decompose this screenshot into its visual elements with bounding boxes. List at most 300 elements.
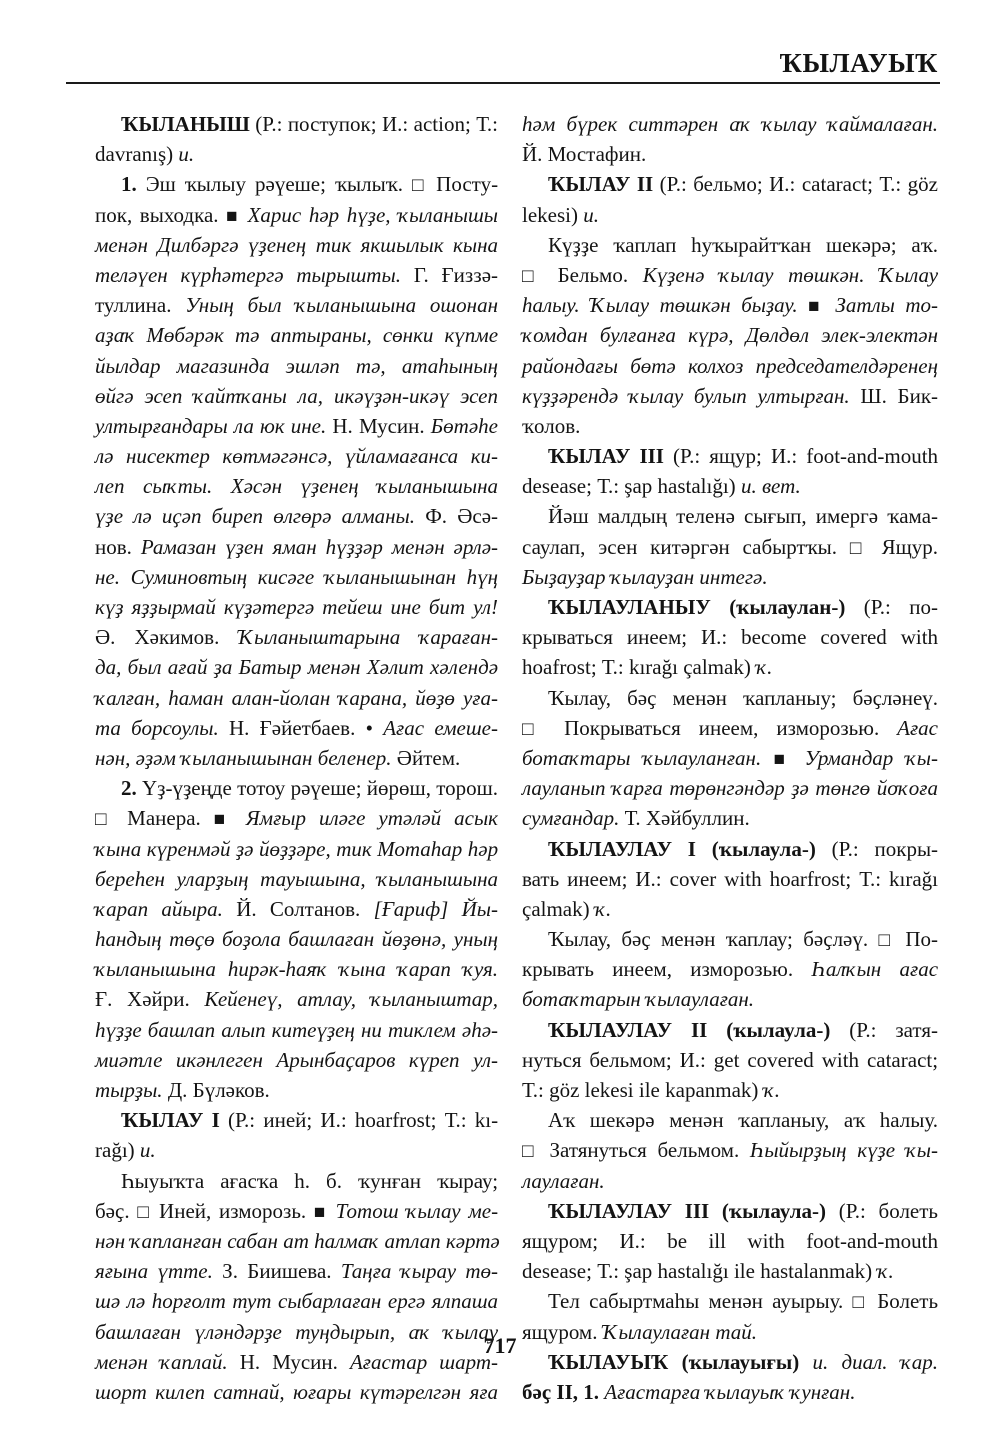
- example-text: Ағастар: [349, 1349, 428, 1374]
- definition-text: изморозь.: [219, 1198, 307, 1223]
- example-text: төрөнгәндәр: [669, 776, 785, 801]
- example-text: булғанға: [599, 323, 676, 348]
- example-text: ҡарана,: [338, 685, 408, 710]
- headword: (ҡылаула-): [711, 836, 816, 861]
- definition-text: крываться: [522, 625, 613, 650]
- definition-text: болеть: [878, 1198, 938, 1223]
- running-head: ҠЫЛАУЫҠ: [779, 48, 938, 78]
- definition-text: (Р.:: [863, 595, 891, 619]
- example-text: магазинда: [176, 353, 270, 378]
- example-text: и.: [583, 202, 599, 227]
- example-text: диал.: [841, 1349, 888, 1374]
- example-text: ине.: [290, 413, 327, 438]
- example-text: ни: [361, 1017, 382, 1042]
- example-text: күрһәтергә: [180, 262, 284, 287]
- marker-symbol: □: [852, 1292, 868, 1314]
- definition-text: выходка.: [139, 202, 219, 227]
- definition-text: И.:: [320, 1108, 347, 1133]
- right-column: [522, 109, 938, 1407]
- marker-symbol: □: [522, 265, 543, 287]
- example-text: Тотош: [335, 1198, 399, 1223]
- example-text: Мотаһар: [377, 836, 463, 861]
- definition-text: Йәш: [548, 504, 589, 529]
- headword: (ҡылауығы): [681, 1349, 800, 1374]
- text-line: [95, 1226, 498, 1256]
- example-text: ҡалған,: [95, 685, 161, 710]
- definition-text: Ҡылау,: [548, 685, 611, 710]
- example-text: йөҙөнә,: [381, 927, 447, 952]
- example-text: юғары: [293, 1379, 352, 1404]
- text-line: [95, 924, 498, 954]
- definition-text: сабыртмаһы: [589, 1289, 700, 1314]
- example-text: тә: [234, 323, 260, 348]
- example-text: Хәлит: [366, 655, 424, 680]
- definition-text: hastalığı): [657, 474, 736, 499]
- example-text: аҡ: [408, 1319, 431, 1344]
- example-text: бүрек: [566, 112, 618, 136]
- text-line: [522, 441, 938, 471]
- example-text: лаулаған.: [522, 1168, 605, 1193]
- definition-text: Т.:: [601, 655, 624, 680]
- example-text: ҡылауланған.: [642, 745, 762, 770]
- definition-text: göz: [549, 1078, 580, 1102]
- headword: II,: [556, 1379, 579, 1404]
- definition-text: Хәкимов.: [134, 625, 220, 650]
- text-line: [95, 984, 498, 1014]
- example-text: нисектер: [126, 444, 210, 469]
- example-text: ҡыланышына: [377, 866, 499, 891]
- marker-symbol: ■: [213, 809, 233, 831]
- definition-text: Ф.: [425, 504, 448, 529]
- definition-text: И.:: [679, 1047, 706, 1072]
- definition-text: (Р.:: [673, 444, 701, 469]
- example-text: сыҡты.: [143, 474, 213, 499]
- example-text: аҙаҡ: [95, 323, 136, 348]
- text-line: [95, 1045, 498, 1075]
- text-line: [522, 1166, 938, 1196]
- example-text: сыбарлаған: [278, 1289, 382, 1314]
- headword: (ҡылаула-): [721, 1198, 827, 1223]
- example-text: ҡарға: [612, 776, 663, 801]
- definition-text: çalmak): [522, 896, 590, 921]
- example-text: [Ғариф]: [373, 896, 449, 921]
- example-text: башлаған: [288, 927, 375, 952]
- example-text: ҡ.: [763, 1078, 780, 1102]
- headword: III: [639, 444, 664, 469]
- definition-text: рәүеше;: [255, 172, 326, 197]
- example-text: иләге: [318, 806, 366, 831]
- definition-text: Т.:: [597, 474, 620, 499]
- example-text: үҙенең: [300, 474, 359, 499]
- example-text: күрә,: [688, 323, 734, 348]
- text-line: [95, 532, 498, 562]
- example-text: лә: [126, 1289, 146, 1314]
- example-text: ҡунған.: [790, 1379, 856, 1404]
- example-text: китеүҙең: [271, 1017, 355, 1042]
- definition-text: инеем;: [626, 625, 688, 650]
- text-line: [95, 1105, 498, 1135]
- example-text: менән: [95, 232, 148, 257]
- definition-text: б.: [326, 1168, 342, 1193]
- example-text: ҡылауыҡ: [705, 1379, 786, 1404]
- text-line: [95, 592, 498, 622]
- example-text: ҡар.: [900, 1349, 939, 1374]
- text-line: [95, 954, 498, 984]
- definition-text: Солтанов.: [269, 896, 361, 921]
- text-line: [95, 381, 498, 411]
- definition-text: Хәйбуллин.: [645, 806, 750, 831]
- example-text: кына: [453, 232, 498, 257]
- definition-text: Ғәйетбаев.: [259, 715, 356, 740]
- example-text: ҙа: [213, 655, 233, 680]
- definition-text: Т.:: [522, 1078, 544, 1102]
- definition-text: Ш.: [860, 383, 887, 408]
- definition-text: Ҡылау,: [548, 927, 611, 952]
- example-text: Хәсән: [230, 474, 282, 499]
- example-text: да,: [95, 655, 122, 680]
- example-text: һалыу.: [522, 293, 580, 318]
- example-text: ҡарап: [397, 957, 451, 982]
- example-text: тә,: [355, 353, 386, 378]
- example-text: һүҙҙе: [95, 1017, 142, 1042]
- left-column: [95, 109, 498, 1407]
- definition-text: Әйтем.: [396, 745, 461, 770]
- definition-text: lekesi: [584, 1078, 634, 1102]
- example-text: әҙәм: [135, 745, 176, 770]
- example-text: ҡарап: [95, 896, 149, 921]
- example-text: тырҙы.: [95, 1078, 163, 1102]
- headword: II: [690, 1017, 708, 1042]
- example-text: вет.: [761, 474, 801, 499]
- example-text: сабан: [227, 1228, 278, 1253]
- definition-text: Әсә-: [457, 504, 499, 529]
- example-text: тик: [315, 232, 352, 257]
- definition-text: изморозью.: [690, 957, 794, 982]
- example-text: нән: [95, 1228, 126, 1253]
- text-line: [95, 713, 498, 743]
- example-text: тут: [232, 1289, 272, 1314]
- example-text: Һалҡын: [811, 957, 882, 982]
- example-text: һәр: [308, 202, 340, 227]
- definition-text: И.:: [769, 172, 796, 197]
- definition-text: Ғ.: [95, 987, 113, 1012]
- example-text: һалмаҡ: [314, 1228, 380, 1253]
- example-text: боҙола: [221, 927, 281, 952]
- definition-text: with: [900, 625, 939, 650]
- example-text: һирәк-һаяҡ: [227, 957, 328, 982]
- example-text: Уның: [185, 293, 234, 318]
- marker-symbol: □: [411, 175, 428, 197]
- definition-text: get: [713, 1047, 740, 1072]
- headword: бәҫ: [522, 1379, 552, 1404]
- definition-text: kapanmak): [665, 1078, 759, 1102]
- definition-text: ҡылыҡ.: [334, 172, 403, 197]
- example-text: ҡ.: [756, 655, 773, 680]
- example-text: ҡылау: [719, 262, 774, 287]
- definition-text: Бүләков.: [192, 1078, 270, 1102]
- example-text: яман: [272, 534, 317, 559]
- example-text: күҙ: [95, 595, 124, 619]
- text-line: [95, 864, 498, 894]
- definition-text: бельмом.: [657, 1138, 740, 1163]
- definition-text: И.:: [619, 1228, 646, 1253]
- definition-text: Мусин.: [358, 413, 425, 438]
- text-line: [522, 1226, 938, 1256]
- headword: (ҡылаула-): [726, 1017, 831, 1042]
- definition-text: hoarfrost;: [769, 866, 852, 891]
- definition-text: kırağı: [628, 655, 678, 680]
- example-text: иҫәп: [161, 504, 202, 529]
- example-text: ҙә: [235, 836, 254, 861]
- example-text: Бөтәһе: [430, 413, 498, 438]
- definition-text: Тел: [548, 1289, 580, 1314]
- definition-text: Иней,: [159, 1198, 212, 1223]
- example-text: эшләп: [285, 353, 340, 378]
- headword: I: [687, 836, 696, 861]
- text-line: [522, 230, 938, 260]
- text-line: [522, 622, 938, 652]
- definition-text: аҡ: [843, 1108, 866, 1133]
- definition-text: Манера.: [127, 806, 201, 831]
- definition-text: şap: [624, 1259, 653, 1284]
- text-line: [95, 320, 498, 350]
- example-text: ҡыланышынан: [324, 564, 457, 589]
- definition-text: З.: [222, 1259, 238, 1284]
- text-line: [522, 562, 938, 592]
- definition-text: Й.: [522, 142, 543, 167]
- example-text: ла,: [297, 383, 323, 408]
- definition-text: менән: [672, 685, 727, 710]
- example-text: ҡына: [95, 836, 142, 861]
- example-text: икәүҙән-икәү: [333, 383, 450, 408]
- definition-text: •: [365, 715, 373, 740]
- text-line: [522, 954, 938, 984]
- example-text: ботаҡтарын: [522, 987, 641, 1012]
- example-text: тейеш: [322, 595, 383, 619]
- definition-text: Ғиззә-: [441, 262, 499, 287]
- text-line: [95, 1015, 498, 1045]
- definition-text: пок,: [95, 202, 133, 227]
- definition-text: йөрөш,: [366, 776, 431, 801]
- definition-text: covered: [747, 1047, 814, 1072]
- text-line: [95, 290, 498, 320]
- text-line: [522, 532, 938, 562]
- definition-text: Т.:: [476, 112, 499, 136]
- example-text: ҡылаулаған.: [646, 987, 755, 1012]
- example-text: менән: [391, 534, 445, 559]
- example-text: аҡ: [729, 112, 751, 136]
- example-text: та: [95, 715, 121, 740]
- definition-text: саулап,: [522, 534, 586, 559]
- definition-text: И.:: [381, 112, 409, 136]
- text-line: [95, 683, 498, 713]
- definition-text: göz: [907, 172, 938, 197]
- definition-text: ағасҡа: [220, 1168, 279, 1193]
- example-text: ҙә: [791, 776, 809, 801]
- definition-text: Мостафин.: [547, 142, 647, 167]
- example-text: уның: [453, 927, 499, 952]
- example-text: йоҡоға: [876, 776, 939, 801]
- definition-text: изморозью.: [776, 715, 880, 740]
- example-text: Ағас: [383, 715, 425, 740]
- example-text: ултырған.: [757, 383, 850, 408]
- example-text: элек-электән: [821, 323, 939, 348]
- text-line: [522, 713, 938, 743]
- example-text: и.: [178, 142, 195, 167]
- definition-text: ящур;: [709, 444, 762, 469]
- text-line: [522, 924, 938, 954]
- definition-text: ҡылыу: [184, 172, 247, 197]
- example-text: и.: [139, 1138, 156, 1163]
- definition-text: (Р.:: [831, 836, 859, 861]
- example-text: тик: [336, 836, 372, 861]
- headword: ҠЫЛАУЛАНЫУ: [548, 595, 711, 619]
- definition-text: Затянуться: [549, 1138, 647, 1163]
- definition-text: ill: [708, 1228, 726, 1253]
- marker-symbol: □: [137, 1201, 152, 1223]
- text-line: [522, 1045, 938, 1075]
- example-text: атаһының: [401, 353, 499, 378]
- example-text: үләндәрҙе: [194, 1319, 282, 1344]
- definition-text: һалыу.: [879, 1108, 939, 1133]
- definition-text: with: [747, 1228, 785, 1253]
- example-text: был: [247, 293, 282, 318]
- example-text: Рамазан: [140, 534, 217, 559]
- definition-text: малдың: [597, 504, 667, 529]
- example-text: ки-: [470, 444, 499, 469]
- text-line: [522, 200, 938, 230]
- headword: ҠЫЛАУЛАУ: [548, 1198, 673, 1223]
- text-line: [95, 169, 498, 199]
- definition-text: desease;: [522, 1259, 592, 1284]
- example-text: үтте.: [157, 1259, 213, 1284]
- definition-text: торош.: [436, 776, 499, 801]
- definition-text: По-: [905, 927, 939, 952]
- definition-text: эсен: [598, 534, 638, 559]
- example-text: һәр: [467, 836, 499, 861]
- example-text: әрлә-: [453, 534, 499, 559]
- example-text: Дөлдөл: [745, 323, 810, 348]
- text-line: [522, 894, 938, 924]
- definition-text: һуҡырайтҡан: [691, 232, 812, 257]
- definition-text: Бик-: [897, 383, 939, 408]
- definition-text: Т.: [624, 806, 641, 831]
- example-text: ҡыланышына: [95, 957, 216, 982]
- example-text: яғына: [95, 1259, 149, 1284]
- definition-text: сығып,: [744, 504, 807, 529]
- example-text: ҡылауҙан: [610, 564, 695, 589]
- example-text: миәтле: [95, 1047, 163, 1072]
- definition-text: foot-and-mouth: [806, 444, 939, 469]
- example-text: көтмәгәнсә,: [222, 444, 333, 469]
- definition-text: менән: [669, 1108, 724, 1133]
- example-text: ултырғандары: [95, 413, 228, 438]
- text-line: [522, 1075, 938, 1105]
- text-line: [95, 200, 498, 230]
- definition-text: затя-: [895, 1017, 938, 1042]
- example-text: председателдәренең: [755, 353, 938, 378]
- example-text: ботаҡтары: [522, 745, 631, 770]
- definition-text: ҡаплап: [613, 232, 677, 257]
- example-text: якшылык: [360, 232, 444, 257]
- example-text: ҡаплай.: [159, 1349, 228, 1374]
- example-text: һүң: [466, 564, 499, 589]
- example-text: күҙәтергә: [223, 595, 315, 619]
- example-text: Йы-: [461, 896, 499, 921]
- example-text: Ағастарға: [604, 1379, 701, 1404]
- example-text: әһә-: [461, 1017, 499, 1042]
- text-line: [95, 652, 498, 682]
- example-text: ағай: [167, 655, 208, 680]
- text-line: [95, 1075, 498, 1105]
- text-line: [95, 1196, 498, 1226]
- definition-text: ауырыу.: [772, 1289, 844, 1314]
- definition-text: hastalığı: [657, 1259, 729, 1284]
- definition-text: covered: [820, 625, 887, 650]
- example-text: ҡына: [339, 957, 386, 982]
- example-text: ергә: [387, 1289, 426, 1314]
- example-text: алан-йолан: [231, 685, 331, 710]
- text-line: [522, 109, 938, 139]
- example-text: Батыр: [238, 655, 302, 680]
- example-text: ине: [390, 595, 421, 619]
- example-text: күтәрелгән: [359, 1379, 462, 1404]
- example-text: Ҡылау: [590, 293, 650, 318]
- marker-symbol: ■: [313, 1201, 328, 1223]
- example-text: емеше-: [434, 715, 498, 740]
- example-text: сатнай,: [213, 1379, 285, 1404]
- definition-text: Н.: [228, 715, 250, 740]
- example-text: ул-: [473, 1047, 498, 1072]
- headword: ҠЫЛАУЛАУ: [548, 1017, 673, 1042]
- example-text: тай.: [715, 1319, 758, 1344]
- text-line: [522, 1135, 938, 1165]
- example-text: һандың: [95, 927, 162, 952]
- definition-text: поступок;: [287, 112, 377, 136]
- example-text: Урмандар: [804, 745, 894, 770]
- example-text: тиклем: [388, 1017, 456, 1042]
- definition-text: kı-: [474, 1108, 499, 1133]
- example-text: и.: [740, 474, 757, 499]
- text-line: [95, 260, 498, 290]
- example-text: тө-: [465, 1259, 499, 1284]
- definition-text: И.:: [701, 625, 728, 650]
- text-line: [522, 1377, 938, 1407]
- example-text: яҙҙырмай: [131, 595, 216, 619]
- definition-text: Аҡ: [548, 1108, 576, 1133]
- definition-text: ҡолов.: [522, 413, 581, 438]
- marker-symbol: □: [522, 718, 547, 740]
- example-text: ҡаймалаған.: [827, 112, 939, 136]
- text-line: [95, 230, 498, 260]
- example-text: үҙе: [95, 504, 124, 529]
- definition-text: Биишева.: [247, 1259, 332, 1284]
- definition-text: тотоу: [237, 776, 286, 801]
- example-text: Ағас: [897, 715, 938, 740]
- definition-text: Мусин.: [272, 1349, 338, 1374]
- example-text: менән: [95, 1349, 148, 1374]
- example-text: һүҙҙәр: [325, 534, 383, 559]
- example-text: алманы.: [341, 504, 416, 529]
- example-text: алып: [221, 1017, 266, 1042]
- text-line: [522, 320, 938, 350]
- definition-text: И.:: [635, 866, 662, 891]
- example-text: шә: [95, 1289, 121, 1314]
- example-text: Ҡылау: [879, 262, 939, 287]
- definition-text: become: [741, 625, 807, 650]
- example-text: төшкән.: [788, 262, 865, 287]
- example-text: айыра.: [161, 896, 223, 921]
